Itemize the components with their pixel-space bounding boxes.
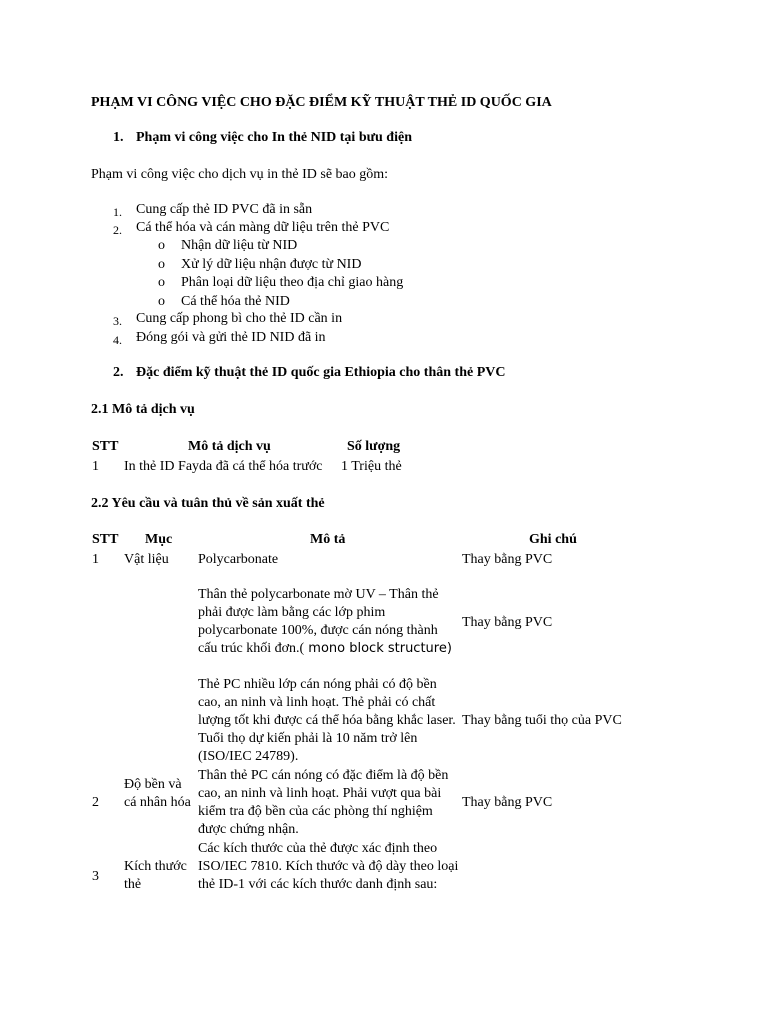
table1-cell-description: In thẻ ID Fayda đã cá thể hóa trước <box>124 459 323 474</box>
sub-list-item: Xử lý dữ liệu nhận được từ NID <box>181 257 362 272</box>
description-text: Thân thẻ polycarbonate mờ UV – Thân thẻ phải được làm bằng các lớp phim polycarbonate 100%, được cán nóng thành cấu trúc khối đơn.( <box>198 587 439 656</box>
bullet: o <box>158 257 165 272</box>
table2-header-description: Mô tả <box>310 532 346 547</box>
table1-header-stt: STT <box>92 439 119 454</box>
list-number: 1. <box>113 205 122 219</box>
list-item: Cung cấp phong bì cho thẻ ID cần in <box>136 311 343 326</box>
table2-cell-note: Thay bằng PVC <box>462 615 553 630</box>
table2-cell-stt: 2 <box>92 795 99 810</box>
subsection-2-1-heading: 2.1 Mô tả dịch vụ <box>91 402 195 417</box>
table2-cell-item: Độ bền và cá nhân hóa <box>124 777 191 810</box>
table1-cell-quantity: 1 Triệu thẻ <box>341 459 402 474</box>
table1-header-description: Mô tả dịch vụ <box>188 439 271 454</box>
table2-header-stt: STT <box>92 532 119 547</box>
section2-number: 2. <box>113 365 124 380</box>
section1-intro: Phạm vi công việc cho dịch vụ in thẻ ID sẽ bao gồm: <box>91 167 389 182</box>
section1-heading: Phạm vi công việc cho In thẻ NID tại bưu điện <box>136 130 412 145</box>
table2-cell-stt: 3 <box>92 869 99 884</box>
table2-cell-description: Thẻ PC nhiều lớp cán nóng phải có độ bền cao, an ninh và linh hoạt. Thẻ phải có chất lượng tốt khi được cá thể hóa bằng khắc laser. Tuổi thọ dự kiến phải là 10 năm trở lên (ISO/IEC 24789). <box>198 677 456 764</box>
list-item: Cung cấp thẻ ID PVC đã in sẵn <box>136 202 313 217</box>
sub-list-item: Cá thể hóa thẻ NID <box>181 294 290 309</box>
list-item: Cá thể hóa và cán màng dữ liệu trên thẻ PVC <box>136 220 390 235</box>
bullet: o <box>158 294 165 309</box>
list-number: 2. <box>113 223 122 237</box>
list-number: 3. <box>113 314 122 328</box>
description-text-sans: mono block structure) <box>304 641 452 656</box>
sub-list-item: Phân loại dữ liệu theo địa chỉ giao hàng <box>181 275 404 290</box>
table2-header-item: Mục <box>145 532 173 547</box>
bullet: o <box>158 238 165 253</box>
table2-cell-description: Thân thẻ PC cán nóng có đặc điểm là độ bền cao, an ninh và linh hoạt. Phải vượt qua bài kiểm tra độ bền của các phòng thí nghiệm được chứng nhận. <box>198 768 449 837</box>
table2-cell-description: Các kích thước của thẻ được xác định theo ISO/IEC 7810. Kích thước và độ dày theo loại thẻ ID-1 với các kích thước danh định sau: <box>198 841 459 892</box>
table2-cell-note: Thay bằng PVC <box>462 795 553 810</box>
section1-number: 1. <box>113 130 124 145</box>
table2-cell-item: Kích thước thẻ <box>124 859 187 892</box>
bullet: o <box>158 275 165 290</box>
list-item: Đóng gói và gửi thẻ ID NID đã in <box>136 330 326 345</box>
table2-cell-stt: 1 <box>92 552 99 567</box>
subsection-2-2-heading: 2.2 Yêu cầu và tuân thủ về sản xuất thẻ <box>91 496 325 511</box>
table1-cell-stt: 1 <box>92 459 99 474</box>
table2-cell-item: Vật liệu <box>124 552 169 567</box>
table2-cell-description: Polycarbonate <box>198 552 279 567</box>
table2-header-note: Ghi chú <box>529 532 577 547</box>
table2-cell-description <box>198 586 460 658</box>
section2-heading: Đặc điểm kỹ thuật thẻ ID quốc gia Ethiopia cho thân thẻ PVC <box>136 365 506 380</box>
list-number: 4. <box>113 333 122 347</box>
table1-header-quantity: Số lượng <box>347 439 401 454</box>
sub-list-item: Nhận dữ liệu từ NID <box>181 238 298 253</box>
document-title: PHẠM VI CÔNG VIỆC CHO ĐẶC ĐIỂM KỸ THUẬT THẺ ID QUỐC GIA <box>91 95 552 110</box>
table2-cell-note: Thay bằng PVC <box>462 552 553 567</box>
table2-cell-note: Thay bằng tuổi thọ của PVC <box>462 713 622 728</box>
